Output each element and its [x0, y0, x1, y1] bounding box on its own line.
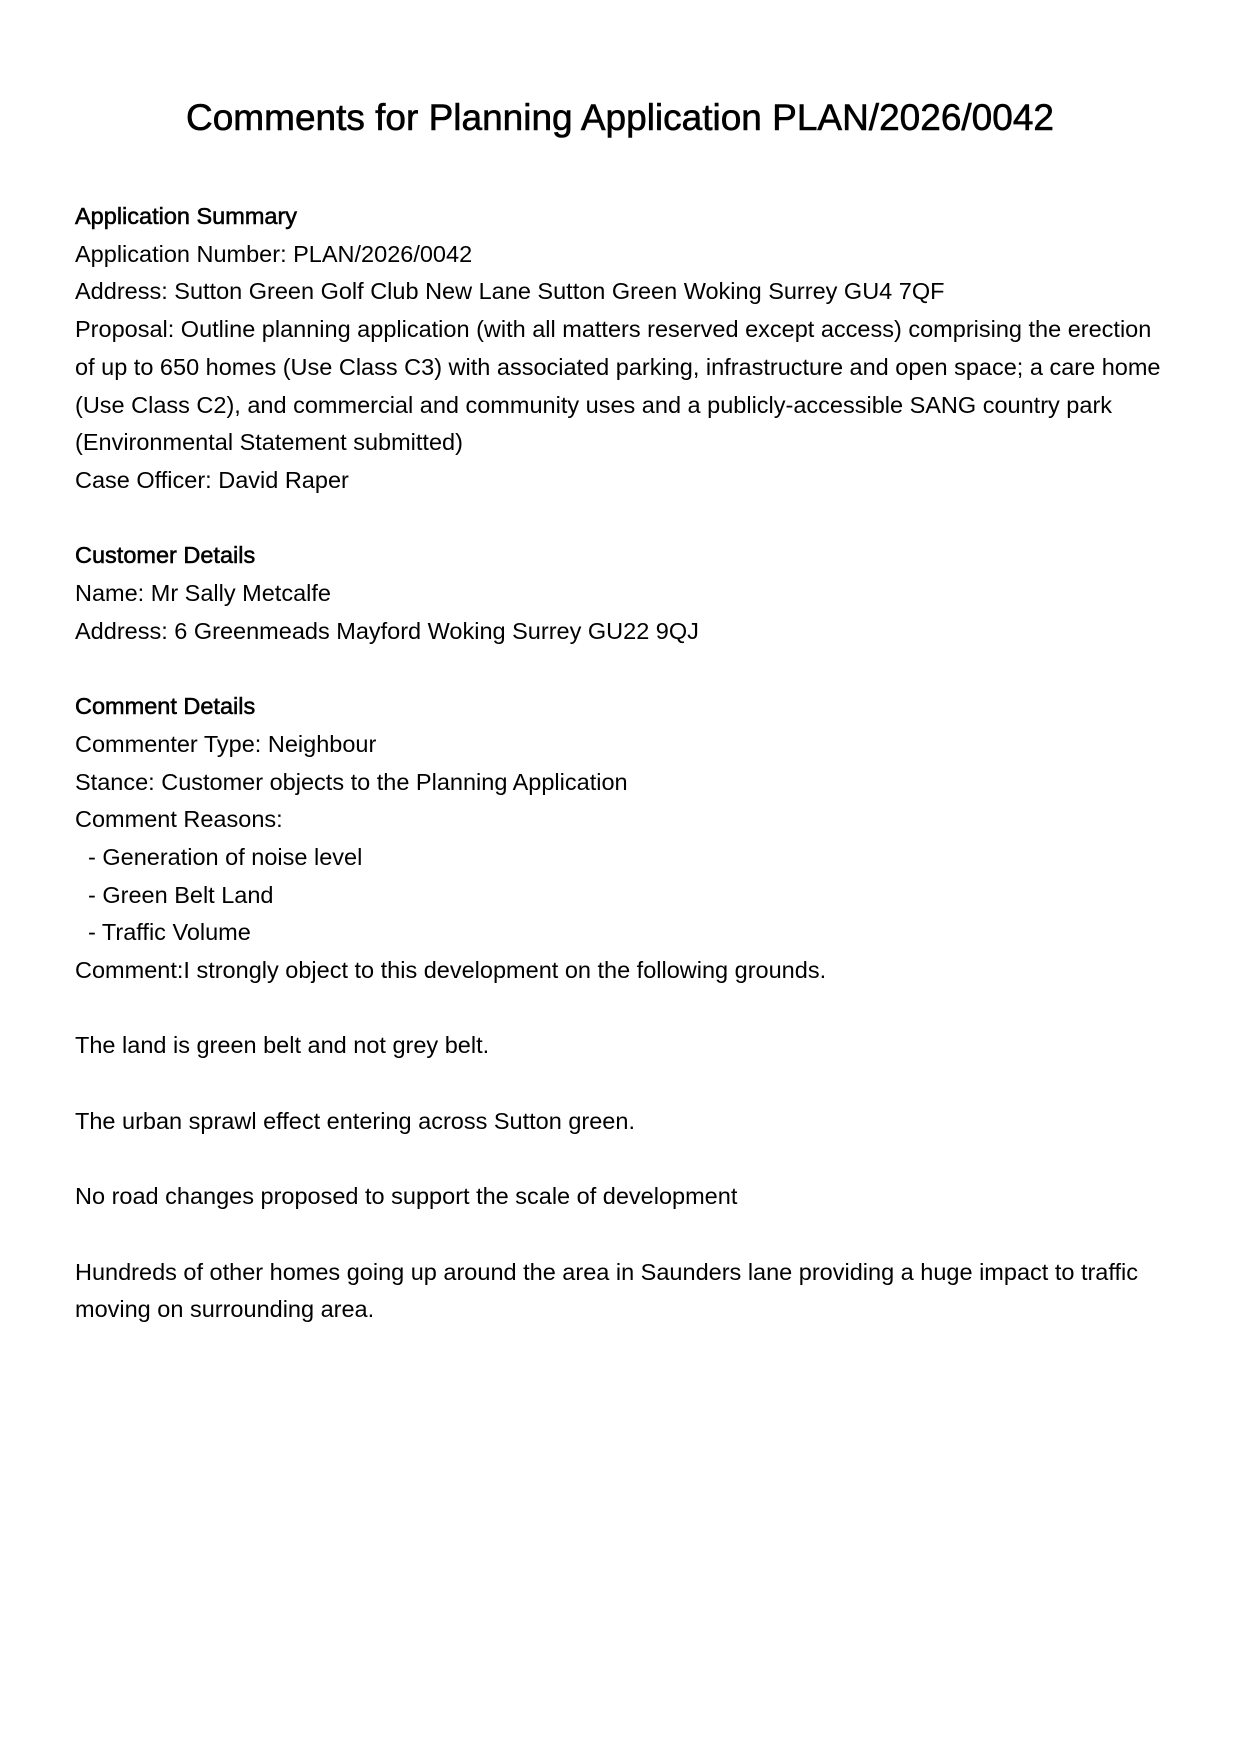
commenter-type: Commenter Type: Neighbour	[75, 730, 377, 757]
comment-reasons-label: Comment Reasons:	[75, 806, 283, 833]
customer-details-section	[75, 537, 1165, 650]
comment-details-heading: Comment Details	[75, 693, 256, 720]
page-title: Comments for Planning Application PLAN/2026/0042	[186, 97, 1054, 138]
case-officer: Case Officer: David Raper	[75, 466, 349, 493]
application-address: Address: Sutton Green Golf Club New Lane Sutton Green Woking Surrey GU4 7QF	[75, 278, 945, 305]
comment-paragraph: Hundreds of other homes going up around the area in Saunders lane providing a huge impact to traffic moving on surrounding area.	[75, 1258, 1138, 1323]
comment-paragraph: No road changes proposed to support the scale of development	[75, 1183, 738, 1210]
comment-paragraph: The urban sprawl effect entering across Sutton green.	[75, 1107, 635, 1134]
comment-details-section	[75, 688, 1165, 1329]
comment-intro: Comment:I strongly object to this development on the following grounds.	[75, 957, 827, 984]
comment-reason-item: - Traffic Volume	[88, 919, 251, 946]
application-number: Application Number: PLAN/2026/0042	[75, 240, 473, 267]
customer-address: Address: 6 Greenmeads Mayford Woking Surrey GU22 9QJ	[75, 617, 699, 644]
application-summary-section	[75, 198, 1165, 500]
application-proposal: Proposal: Outline planning application (with all matters reserved except access) comprising the erection of up to 650 homes (Use Class C3) with associated parking, infrastructure and open space; a care home (Use Class C2), and commercial and community uses and a publicly-accessible SANG country park (Environmental Statement submitted)	[75, 316, 1161, 456]
customer-details-heading: Customer Details	[75, 542, 256, 569]
customer-name: Name: Mr Sally Metcalfe	[75, 580, 331, 607]
document-body	[75, 198, 1165, 1367]
application-summary-heading: Application Summary	[75, 203, 298, 229]
comment-paragraph: The land is green belt and not grey belt.	[75, 1032, 490, 1059]
comment-reason-item: - Generation of noise level	[88, 843, 363, 870]
stance: Stance: Customer objects to the Planning Application	[75, 768, 628, 795]
comment-reason-item: - Green Belt Land	[88, 881, 274, 908]
